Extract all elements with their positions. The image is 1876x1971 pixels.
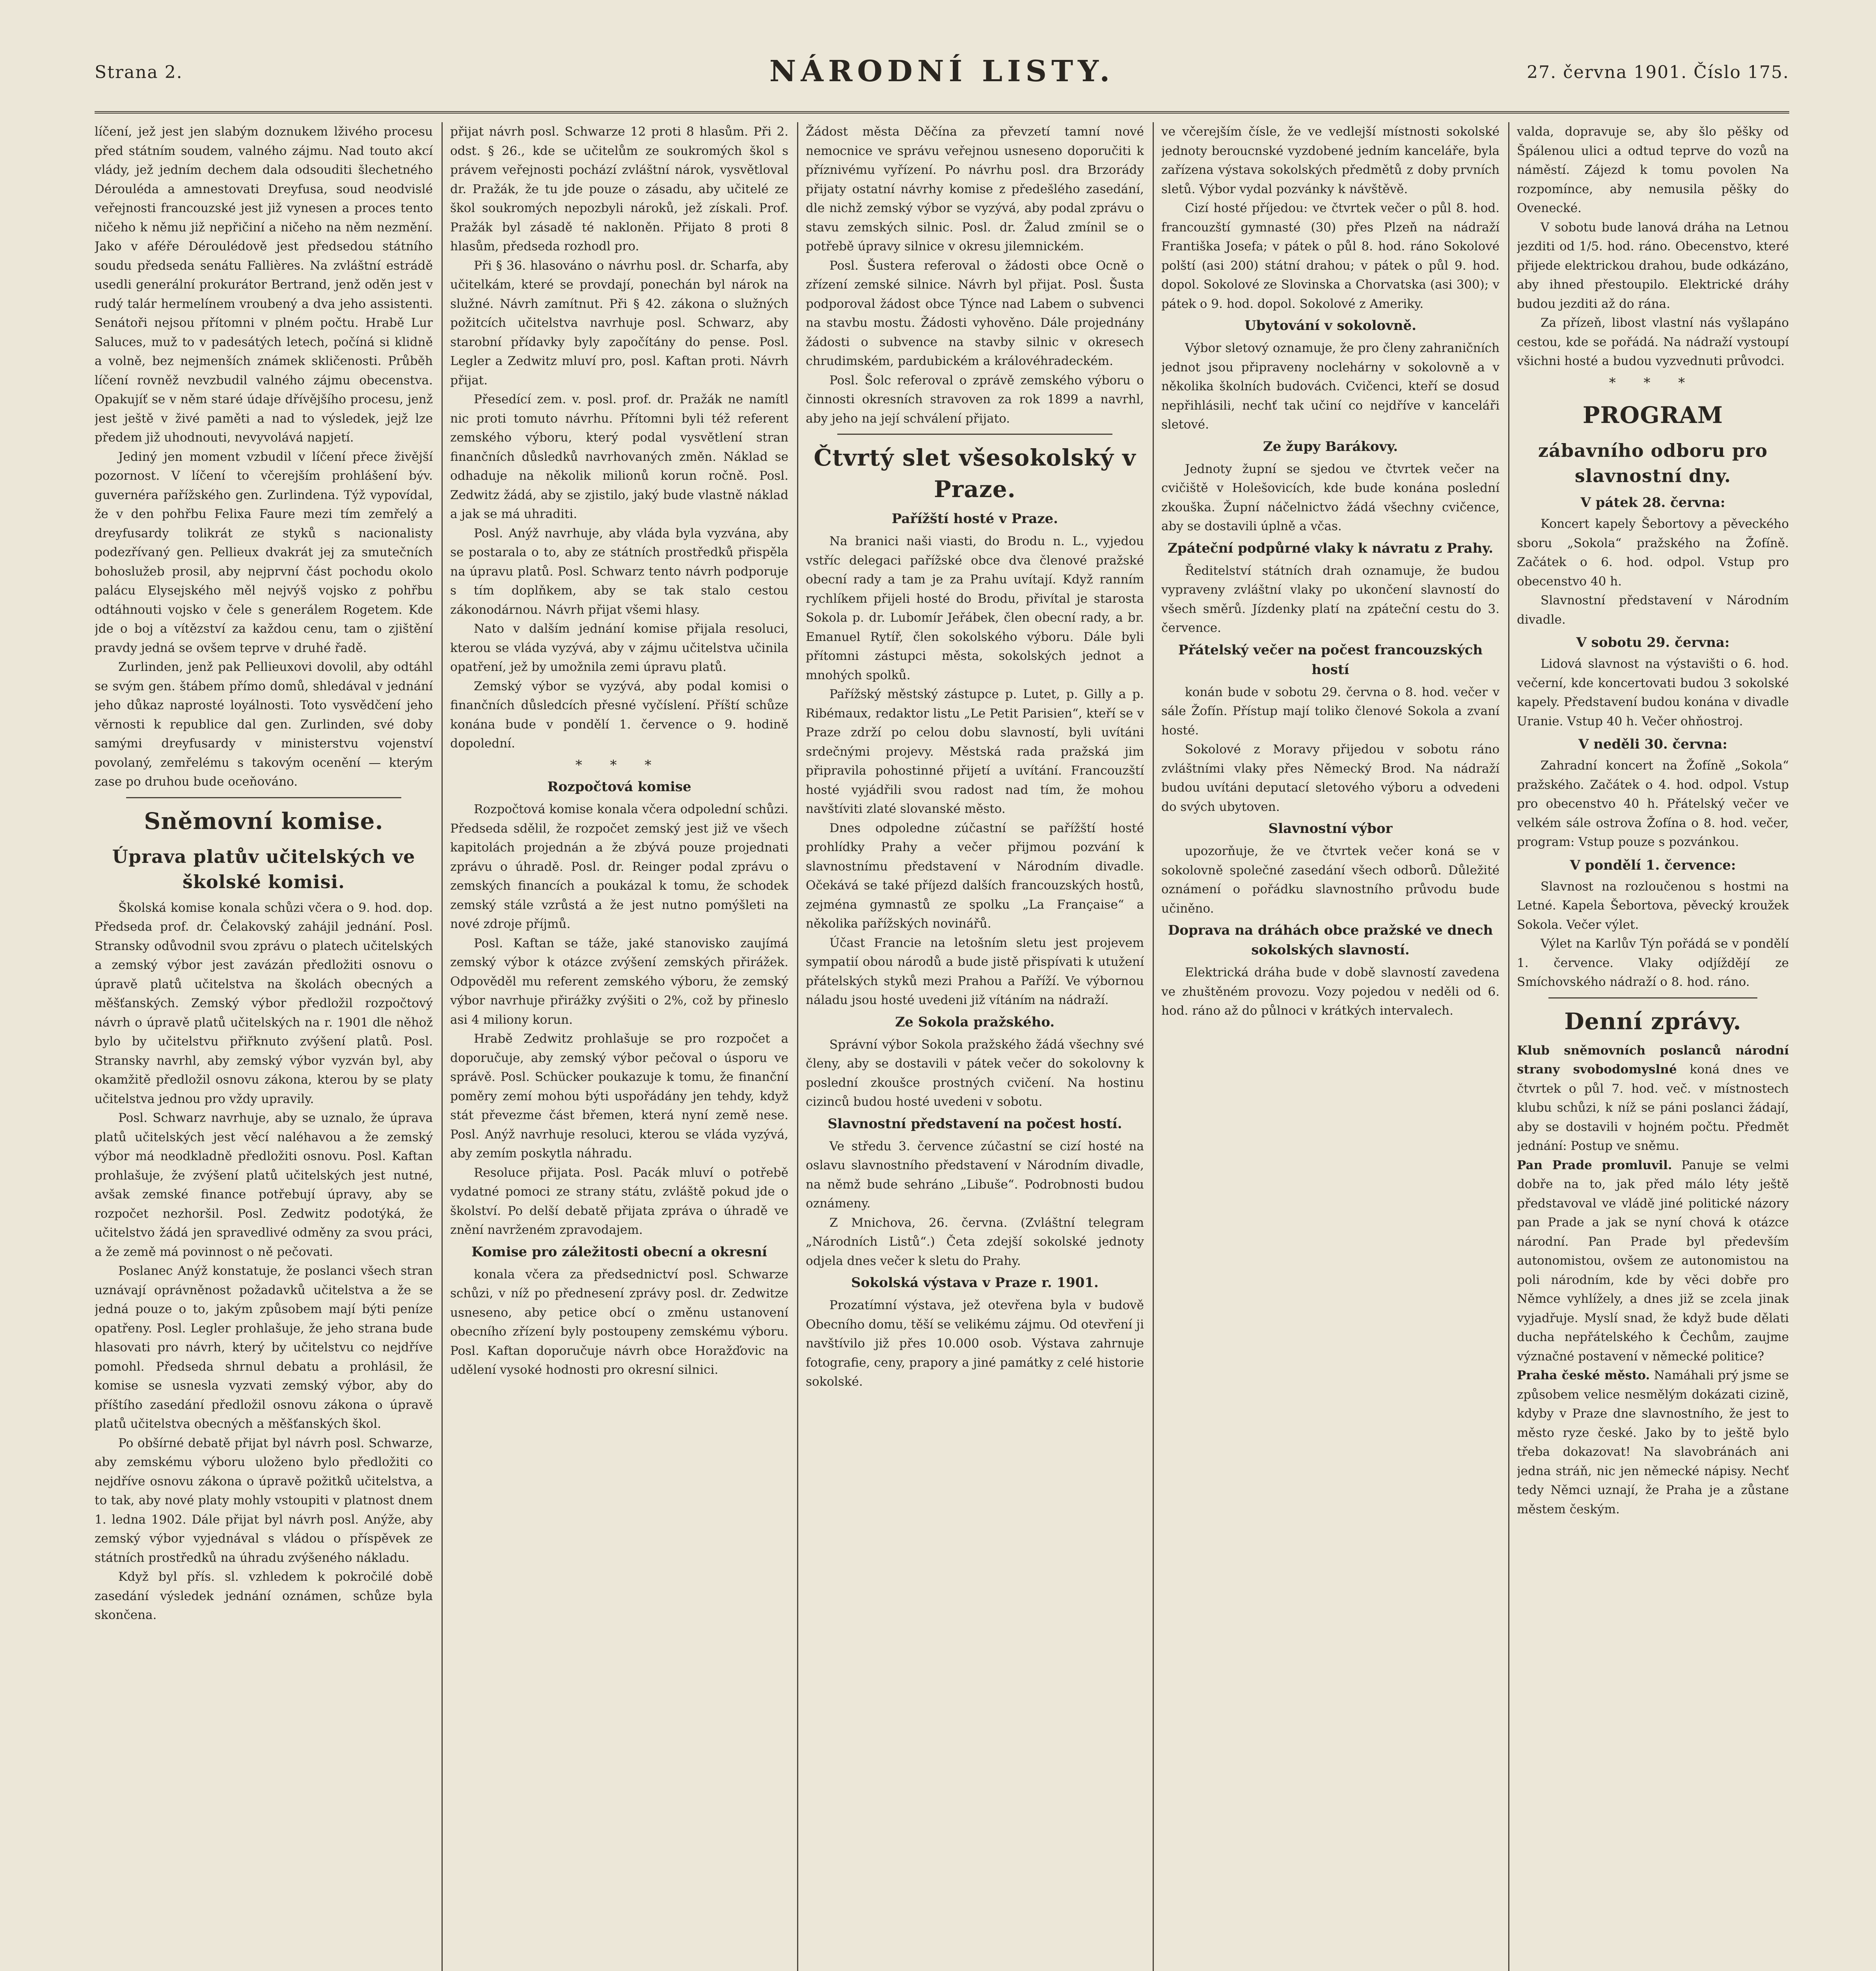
article-title: Úprava platův učitelských ve školské komisi. (112, 846, 415, 892)
section-rule (126, 797, 401, 798)
section-title: Sněmovní komise. (144, 807, 384, 835)
news-text: koná dnes ve čtvrtek o půl 7. hod. več. v místnostech klubu schůzi, k níž se páni poslanci žádají, aby se dostavili v hojném počtu. Předmět jednání: Postup ve sněmu. (1517, 1062, 1789, 1153)
column-divider (1153, 122, 1154, 1971)
article-title: Komise pro záležitosti obecní a okresní (471, 1244, 767, 1260)
article-paragraph: líčení, jež jest jen slabým doznukem lživého procesu před státním soudem, valného zájmu. Nad touto akcí vlády, jež jedním dechem dala odsouditi šlechetného Dérouléda a amnestovati Dreyfusa, soud neodvislé veřejnosti francouzské jest již vynesen a proces tento ničeho k němu již nepřičiní a ničeho na něm nezmění. Jako v aféře Déroulédově jest předsedou státního soudu předseda senátu Fallières. Na zvláštní estrádě usedli generální prokurátor Bertrand, jenž oděn jest v rudý talár hermelínem vroubený a dva jeho assistenti. Senátoři nejsou přítomni v plném počtu. Hrabě Lur Saluces, muž to v padesátých letech, počíná si klidně a volně, bez nejmenších známek skličenosti. Průběh líčení rovněž nevzbudil valného zájmu obecenstva. Opakujíť se v něm staré údaje dřívějšího procesu, jenž jest ještě v živé paměti a nad to výsledek, jejž lze předem již uhodnouti, nevyvolává napjetí. (95, 125, 433, 445)
program-text: Koncert kapely Šebortovy a pěveckého sboru „Sokola“ pražského na Žofíně. Začátek o 6. hod. odpol. Vstup pro obecenstvo 40 h. (1517, 517, 1789, 589)
section-title: Denní zprávy. (1564, 1008, 1742, 1035)
article-title: Sokolská výstava v Praze r. 1901. (851, 1275, 1099, 1291)
news-text: Namáhali prý jsme se způsobem velice nesmělým dokázati cizině, kdyby v Praze dne slavnostního, že jest to město ryze české. Jako by to ještě bylo třeba dokazovat! Na slavobránách ani jedna stráň, nic jen německé nápisy. Nechť tedy Němci uznají, že Praha je a zůstane městem českým. (1517, 1368, 1789, 1516)
news-headline: Pan Prade promluvil. (1517, 1158, 1672, 1172)
column-divider (797, 122, 798, 1971)
article-title: Rozpočtová komise (547, 779, 691, 795)
header-rule (95, 111, 1789, 114)
article-paragraph: upozorňuje, že ve čtvrtek večer koná se v sokolovně společné zasedání všech odborů. Důležité oznámení o pořádku slavnostního průvodu bude učiněno. (1161, 844, 1500, 916)
column-1 (95, 122, 433, 1971)
section-title: Čtvrtý slet všesokolský v Praze. (814, 444, 1136, 503)
separator-stars: * * * (1609, 374, 1697, 391)
article-paragraph: přijat návrh posl. Schwarze 12 proti 8 hlasům. Při 2. odst. § 26., kde se učitelům ze soukromých škol s právem veřejnosti pochází zvláštní nárok, vysvětloval dr. Pražák, že tu jde pouze o zásadu, aby učitelé ze škol soukromých nepozbyli nároků, jež získali. Prof. Pražák byl zásadě té nakloněn. Přijato 8 proti 8 hlasům, předseda rozhodl pro. (450, 125, 788, 253)
article-paragraph: Ředitelství státních drah oznamuje, že budou vypraveny zvláštní vlaky po ukončení slavností do všech směrů. Jízdenky platí na zpáteční cestu do 3. července. (1161, 563, 1500, 635)
column-5 (1517, 122, 1789, 1971)
article-paragraph: Elektrická dráha bude v době slavností zavedena ve zhuštěném provozu. Vozy pojedou v neděli od 6. hod. ráno až do půlnoci v krátkých intervalech. (1161, 965, 1500, 1018)
news-text: Panuje se velmi dobře na to, jak před málo léty ještě představoval ve vládě jiné politické názory pan Prade a jak se nyní chová k otázce národní. Pan Prade byl především autonomistou, ovšem ze autonomistou na poli národním, kde by věci dobře pro Němce vyhlížely, a dnes již se zcela jinak vyjadřuje. Myslí snad, že když bude dělati ducha nepřátelského k Čechům, zaujme význačné postavení v německé politice? (1517, 1158, 1789, 1364)
article-title: Ze župy Barákovy. (1263, 438, 1398, 455)
article-paragraph: Za přízeň, libost vlastní nás vyšlapáno cestou, kde se pořádá. Na nádraží vystoupí všichni hosté a budou vyzvednuti průvodci. (1517, 316, 1789, 368)
page-header (95, 47, 1789, 106)
article-paragraph: Účast Francie na letošním sletu jest projevem sympatií obou národů a bude jistě přispívati k utužení přátelských styků mezi Prahou a Paříží. Ve výbornou náladu jsou hosté uvedeni již vítáním na nádraží. (806, 935, 1144, 1007)
article-paragraph: Zemský výbor se vyzývá, aby podal komisi o finančních důsledcích přesné vyčíslení. Příští schůze konána bude v pondělí 1. července o 9. hodině dopolední. (450, 679, 788, 751)
section-rule (1548, 997, 1757, 999)
article-paragraph: Nato v dalším jednání komise přijala resoluci, kterou se vláda vyzývá, aby v zájmu učitelstva učinila opatření, jež by umožnila zemi úpravu platů. (450, 622, 788, 674)
column-divider (442, 122, 443, 1971)
article-paragraph: Na branici naši viasti, do Brodu n. L., vyjedou vstříc delegaci pařížské obce dva členové pražské obecní rady a tam je za Prahu uvítají. Když ranním rychlíkem přijeli hosté do Brodu, přivítal je starosta Sokola p. dr. Lubomír Jeřábek, člen obecní rady, a br. Emanuel Rytíř, člen sokolského výboru. Dále byli přítomni zástupci města, sokolských jednot a mnohých spolků. (806, 534, 1144, 682)
page-number: Strana 2. (95, 62, 183, 82)
masthead-title: NÁRODNÍ LISTY. (769, 54, 1115, 88)
article-paragraph: Správní výbor Sokola pražského žádá všechny své členy, aby se dostavili v pátek večer do sokolovny k poslední zkoušce prostných cvičení. Na hostinu cizinců budou hosté uvedeni v sobotu. (806, 1037, 1144, 1109)
article-paragraph: Při § 36. hlasováno o návrhu posl. dr. Scharfa, aby učitelkám, které se provdají, ponechán byl nárok na služné. Návrh zamítnut. Při § 42. zákona o služných požitcích učitelstva navrhuje posl. Schwarz, aby starobní přídavky byly započítány do pense. Posl. Legler a Zedwitz mluví pro, posl. Kaftan proti. Návrh přijat. (450, 258, 788, 387)
article-title: Slavnostní výbor (1268, 821, 1393, 836)
article-paragraph: Posl. Šolc referoval o zprávě zemského výboru o činnosti okresních stravoven za rok 1899 a navrhl, aby jeho na její schválení přijato. (806, 373, 1144, 426)
article-paragraph: konala včera za předsednictví posl. Schwarze schůzi, v níž po přednesení zprávy posl. dr. Zedwitze usneseno, aby petice obcí o změnu ustanovení obecního zřízení byly postoupeny zemskému výboru. Posl. Kaftan doporučuje návrh obce Horažďovic na udělení vysoké hodnosti pro okresní silnici. (450, 1267, 788, 1377)
column-4 (1161, 122, 1500, 1971)
article-paragraph: Posl. Šustera referoval o žádosti obce Ocně o zřízení zemské silnice. Návrh byl přijat. Posl. Šusta podporoval žádost obce Týnce nad Labem o subvenci na stavbu mostu. Žádosti vyhověno. Dále projednány žádosti o subvence na stavby silnic v okresech chrudimském, pardubickém a královéhradeckém. (806, 258, 1144, 368)
article-paragraph: Resoluce přijata. Posl. Pacák mluví o potřebě vydatné pomoci ze strany státu, zvláště pokud jde o školství. Po delší debatě přijata zpráva o úhradě ve znění navrženém zpravodajem. (450, 1165, 788, 1237)
article-paragraph: Z Mnichova, 26. června. (Zvláštní telegram „Národních Listů“.) Četa zdejší sokolské jednoty odjela dnes večer k sletu do Prahy. (806, 1215, 1144, 1268)
article-paragraph: Žádost města Děčína za převzetí tamní nové nemocnice ve správu veřejnou usneseno doporučiti k příznivému vyřízení. Po návrhu posl. dra Brzorády přijaty ostatní návrhy komise z předešlého zasedání, dle nichž zemský výbor se vyzývá, aby podal zprávu o stavu zemských silnic. Posl. dr. Žalud zmínil se o potřebě úpravy silnice v okresu jilemnickém. (806, 125, 1144, 253)
article-paragraph: Pařížský městský zástupce p. Lutet, p. Gilly a p. Ribémaux, redaktor listu „Le Petit Parisien“, kteří se v Praze zdrží po celou dobu slavností, byli uvítáni srdečnými projevy. Městská rada pražská jim připravila pohostinné přijetí a uvítání. Francouzští hosté vyjádřili svou radost nad tím, že mohou navštíviti zlaté slovanské město. (806, 687, 1144, 816)
article-title: Doprava na dráhách obce pražské ve dnech sokolských slavností. (1168, 922, 1493, 958)
article-paragraph: Posl. Schwarz navrhuje, aby se uznalo, že úprava platů učitelských jest věcí naléhavou a že zemský výbor má neodkladně předložiti osnovu. Posl. Kaftan prohlašuje, že zvýšení platů učitelských jest nutné, avšak zemské finance potřebují úpravy, aby se rozpočet nezhoršil. Posl. Zedwitz podotýká, že učitelstvo žádá jen spravedlivé odměny za svou práci, a že země má povinnost o ně pečovati. (95, 1111, 433, 1259)
program-text: Zahradní koncert na Žofíně „Sokola“ pražského. Začátek o 4. hod. odpol. Vstup pro obecenstvo 40 h. Přátelský večer ve velkém sále ostrova Žofína o 8. hod. večer, program: Vstup pouze s pozvánkou. (1517, 758, 1789, 849)
article-paragraph: Rozpočtová komise konala včera odpolední schůzi. Předseda sdělil, že rozpočet zemský jest již ve všech kapitolách projednán a že zbývá pouze projednati zprávu o úhradě. Posl. dr. Reinger podal zprávu o zemských financích a poukázal k tomu, že schodek zemský stále vzrůstá a že jest nutno pomýšleti na nové zdroje příjmů. (450, 802, 788, 931)
article-title: Pařížští hosté v Praze. (891, 511, 1058, 527)
program-text: Lidová slavnost na výstavišti o 6. hod. večerní, kde koncertovati budou 3 sokolské kapely. Představení budou konána v divadle Uranie. Vstup 40 h. Večer ohňostroj. (1517, 657, 1789, 728)
article-paragraph: Posl. Kaftan se táže, jaké stanovisko zaujímá zemský výbor k otázce zvýšení zemských přirážek. Odpověděl mu referent zemského výboru, že zemský výbor navrhuje přirážky zvýšiti o 2%, což by přineslo asi 4 miliony korun. (450, 936, 788, 1027)
article-paragraph: Jediný jen moment vzbudil v líčení přece živější pozornost. V líčení to včerejším prohlášení býv. guvernéra pařížského gen. Zurlindena. Týž vypovídal, že v den pohřbu Felixa Faure mezi tím zemřelý a dreyfusardy tolikrát ze styků s nacionalisty podezřívaný gen. Pellieux dvakrát jej za smutečních bohoslužeb prosil, aby nejprvní část pochodu okolo palácu Elysejského měl nejvýš vojsko z pohřbu odtáhnouti vojsko v čele s generálem Rogetem. Kde jde o boj a vítězství za každou cenu, tam o zjištění pravdy jedná se ovšem teprve v druhé řadě. (95, 449, 433, 655)
column-2 (450, 122, 788, 1971)
program-text: Výlet na Karlův Týn pořádá se v pondělí 1. července. Vlaky odjíždějí ze Smíchovského nádraží o 8. hod. ráno. (1517, 937, 1789, 989)
article-paragraph: Když byl přís. sl. vzhledem k pokročilé době zasedání výsledek jednání oznámen, schůze byla skončena. (95, 1570, 433, 1622)
article-paragraph: Po obšírné debatě přijat byl návrh posl. Schwarze, aby zemskému výboru uloženo bylo předložiti co nejdříve osnovu zákona o úpravě požitků učitelstva, a to tak, aby nové platy mohly vstoupiti v platnost dnem 1. ledna 1902. Dále přijat byl návrh posl. Anýže, aby zemský výbor vyjednával s vládou o příspěvek ze státních prostředků na úhradu zvýšeného nákladu. (95, 1436, 433, 1565)
article-paragraph: konán bude v sobotu 29. června o 8. hod. večer v sále Žofín. Přístup mají toliko členové Sokola a zvaní hosté. (1161, 685, 1500, 738)
article-paragraph: Výbor sletový oznamuje, že pro členy zahraničních jednot jsou připraveny noclehárny v sokolovně a v několika školních budovách. Cvičenci, kteří se dosud nepřihlásili, nechť tak učiní co nejdříve v kanceláři sletové. (1161, 341, 1500, 432)
article-paragraph: Cizí hosté příjedou: ve čtvrtek večer o půl 8. hod. francouzští gymnasté (30) přes Plzeň na nádraží Františka Josefa; v pátek o půl 8. hod. ráno Sokolové polští (asi 200) státní drahou; v pátek o půl 9. hod. dopol. Sokolové ze Slovinska a Chorvatska (asi 300); v pátek o 9. hod. dopol. Sokolové z Ameriky. (1161, 201, 1500, 311)
article-title: Přátelský večer na počest francouzských hostí (1178, 642, 1483, 678)
article-title: Slavnostní představení na počest hostí. (827, 1116, 1122, 1132)
news-headline: Praha české město. (1517, 1368, 1650, 1382)
date-issue: 27. června 1901. Číslo 175. (1527, 62, 1789, 82)
program-title: PROGRAM (1582, 402, 1723, 428)
article-paragraph: Přesedící zem. v. posl. prof. dr. Pražák ne namítl nic proti tomuto návrhu. Přítomni byli též referent zemského výboru, který podal vysvětlení stran finančních důsledků navrhovaných změn. Náklad se odhaduje na několik milionů korun ročně. Posl. Zedwitz žádá, aby se zjistilo, jaký bude vlastně náklad a jak se má uhraditi. (450, 392, 788, 521)
article-paragraph: Prozatímní výstava, jež otevřena byla v budově Obecního domu, těší se velikému zájmu. Od otevření ji navštívilo již přes 10.000 osob. Výstava zahrnuje fotografie, ceny, prapory a jiné památky z celé historie sokolské. (806, 1298, 1144, 1389)
article-paragraph: Dnes odpoledne zúčastní se pařížští hosté prohlídky Prahy a večer přijmou pozvání k slavnostnímu představení v Národním divadle. Očekává se také příjezd dalších francouzských hostů, zejména gymnastů ze spolku „La Française“ a několika pařížských novinářů. (806, 821, 1144, 931)
program-subtitle: zábavního odboru pro slavnostní dny. (1538, 440, 1768, 486)
news-headline: Klub sněmovních poslanců národní strany svobodomyslné (1517, 1043, 1789, 1077)
program-day: V pátek 28. června: (1580, 495, 1725, 510)
program-day: V pondělí 1. července: (1570, 857, 1736, 873)
article-paragraph: valda, dopravuje se, aby šlo pěšky od Špálenou ulici a odtud teprve do vozů na náměstí. Zájezd k tomu povolen Na rozpomínce, aby nemusila pěšky do Ovenecké. (1517, 125, 1789, 215)
program-day: V sobotu 29. června: (1576, 635, 1730, 650)
article-paragraph: Posl. Anýž navrhuje, aby vláda byla vyzvána, aby se postarala o to, aby ze státních prostředků přispěla na úpravu platů. Posl. Schwarz tento návrh podporuje s tím doplňkem, aby se tak stalo cestou zákonodárnou. Návrh přijat všemi hlasy. (450, 526, 788, 617)
program-text: Slavnostní představení v Národním divadle. (1517, 593, 1789, 627)
article-paragraph: Jednoty župní se sjedou ve čtvrtek večer na cvičiště v Holešovicích, kde bude konána poslední zkouška. Župní náčelnictvo žádá všechny cvičence, aby se dostavili úplně a včas. (1161, 462, 1500, 533)
program-day: V neděli 30. června: (1578, 736, 1727, 752)
column-3 (806, 122, 1144, 1971)
article-paragraph: Sokolové z Moravy přijedou v sobotu ráno zvláštními vlaky přes Německý Brod. Na nádraží budou uvítáni deputací sletového výboru a odvedeni do svých ubytoven. (1161, 742, 1500, 814)
separator-stars: * * * (575, 757, 663, 773)
article-paragraph: Ve středu 3. července zúčastní se cizí hosté na oslavu slavnostního představení v Národním divadle, na němž bude sehráno „Libuše“. Podrobnosti budou oznámeny. (806, 1139, 1144, 1211)
article-paragraph: Hrabě Zedwitz prohlašuje se pro rozpočet a doporučuje, aby zemský výbor pečoval o úsporu ve správě. Posl. Schücker poukazuje k tomu, že finanční poměry zemí mohou býti uspořádány jen tehdy, když stát převezme část břemen, která nyní země nese. Posl. Anýž navrhuje resoluci, kterou se vláda vyzývá, aby zemím poskytla náhradu. (450, 1032, 788, 1161)
article-paragraph: V sobotu bude lanová dráha na Letnou jezditi od 1/5. hod. ráno. Obecenstvo, které přijede elektrickou drahou, bude odkázáno, aby ihned přestoupilo. Elektrické dráhy budou jezditi až do rána. (1517, 220, 1789, 311)
article-paragraph: ve včerejším čísle, že ve vedlejší místnosti sokolské jednoty beroucnské vyzdobené jedním kanceláře, byla zařízena výstava sokolských předmětů z doby prvních sletů. Výbor vydal pozvánky k návštěvě. (1161, 125, 1500, 196)
program-text: Slavnost na rozloučenou s hostmi na Letné. Kapela Šebortova, pěvecký kroužek Sokola. Večer výlet. (1517, 879, 1789, 932)
column-divider (1508, 122, 1509, 1971)
article-title: Ubytování v sokolovně. (1244, 318, 1416, 333)
article-title: Ze Sokola pražského. (895, 1014, 1055, 1030)
article-paragraph: Školská komise konala schůzi včera o 9. hod. dop. Předseda prof. dr. Čelakovský zahájil jednání. Posl. Stransky odůvodnil svou zprávu o platech učitelských a zemský výbor jest zavázán předložiti osnovu o úpravě platů učitelstva na školách obecných a měšťanských. Zemský výbor předložil rozpočtový návrh o úpravě platů učitelských na r. 1901 dle něhož bylo by učitelstvu přiřknuto zvýšení platů. Posl. Stransky navrhl, aby zemský výbor vyzván byl, aby okamžitě předložil osnovu zákona, kterou by se platy učitelstva jednou pro vždy upravily. (95, 900, 433, 1106)
section-rule (837, 434, 1112, 435)
article-paragraph: Zurlinden, jenž pak Pellieuxovi dovolil, aby odtáhl se svým gen. štábem přímo domů, shledával v jednání jeho důkaz naprosté loyálnosti. Toto vysvědčení jeho věrnosti k republice dal gen. Zurlinden, své doby samými dreyfusardy v ministerstvu vojenství povolaný, zemřelému s takovým ocenění — kterým zase po druhou bude oceňováno. (95, 660, 433, 789)
article-title: Zpáteční podpůrné vlaky k návratu z Prahy. (1168, 540, 1493, 556)
article-paragraph: Poslanec Anýž konstatuje, že poslanci všech stran uznávají oprávněnost požadavků učitelstva a že se jedná pouze o to, jakým způsobem mají býti peníze opatřeny. Posl. Legler prohlašuje, že jeho strana bude hlasovati pro návrh, který by učitelstvu co nejdříve pomohl. Předseda shrnul debatu a prohlásil, že komise se usnesla vyzvati zemský výbor, aby do příštího zasedání předložil osnovu zákona o úpravě platů učitelstva obecných a měšťanských škol. (95, 1264, 433, 1431)
